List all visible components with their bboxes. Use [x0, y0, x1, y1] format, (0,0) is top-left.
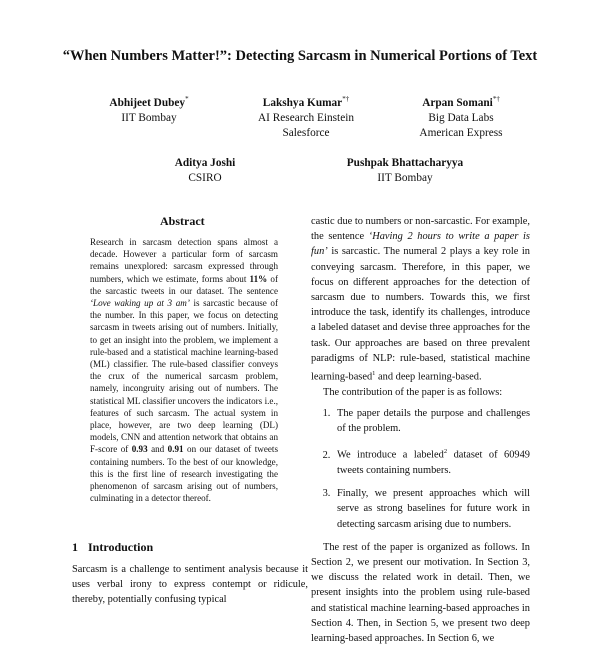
paragraph: castic due to numbers or non-sarcastic. For example, the sentence ‘Having 2 hours to write a paper is fun’ is sarcastic. The numeral 2 plays a key role in conveying sarcasm. Therefore, in this paper, we focus on different approaches for the detection of sarcasm due to numbers. Towards this, we first introduce the task, identify its challenges, introduce a labeled dataset and devise three approaches for the task. Our approaches are based on three prevalent paradigms of NLP: rule-based, statistical machine learning-based$^1$ and deep learning-based.: [311, 216, 530, 383]
author-affiliation: Big Data Labs: [428, 111, 494, 124]
author-affiliation: AI Research Einstein: [258, 111, 354, 124]
author-affiliation: American Express: [419, 126, 503, 139]
right-column: [311, 214, 530, 646]
author-name: Abhijeet Dubey*: [109, 95, 189, 109]
paragraph: The contribution of the paper is as follows:: [323, 386, 503, 398]
author-block: [90, 92, 208, 126]
abstract-body: Research in sarcasm detection spans almost a decade. However a particular form of sarcasm remains unexplored: sarcasm expressed through numbers, which we estimate, forms about 11% of the sarcastic tweets in our dataset. The sentence ‘Love waking up at 3 am’ is sarcastic because of the number. In this paper, we focus on detecting sarcasm in tweets arising out of numbers. Initially, to get an insight into the problem, we implement a rule-based and a statistical machine learning-based (ML) classifier. The rule-based classifier conveys the crux of the numerical sarcasm problem, namely, incongruity arising out of numbers. The statistical ML classifier uncovers the indicators i.e., features of such sarcasm. The actual system in place, however, are two deep learning (DL) models, CNN and attention network that obtains an F-score of 0.93 and 0.91 on our dataset of tweets containing numbers. To the best of our knowledge, this is the first line of research investigating the phenomenon of sarcasm arising out of numbers, culminating in a detector thereof.: [90, 237, 279, 504]
author-name: Lakshya Kumar*†: [262, 95, 350, 109]
author-affiliation: IIT Bombay: [377, 172, 433, 184]
paragraph: The rest of the paper is organized as follows. In Section 2, we present our motivation. In Section 3, we discuss the related work in detail. Then, we present insights into the problem using rule-based and statistical machine learning-based approaches in Section 4. Then, in Section 5, we present two deep learning-based approaches. In Section 6, we: [311, 541, 530, 645]
author-block: [150, 156, 260, 186]
author-block: [396, 92, 526, 141]
intro-paragraph: Sarcasm is a challenge to sentiment analysis because it uses verbal irony to express contempt or ridicule, thereby, potentially confusing typical: [72, 564, 308, 606]
list-item: 2. We introduce a labeled$^2$ dataset of 60949 tweets containing numbers.: [333, 444, 530, 478]
author-block: [330, 156, 480, 186]
section-heading: 1 Introduction: [72, 540, 154, 554]
author-block: [236, 92, 376, 141]
author-name: Aditya Joshi: [174, 157, 236, 169]
author-name: Pushpak Bhattacharyya: [346, 157, 464, 169]
abstract-heading: Abstract: [160, 214, 205, 228]
author-affiliation: Salesforce: [282, 126, 330, 139]
paper-title: “When Numbers Matter!”: Detecting Sarcasm in Numerical Portions of Text: [62, 48, 538, 64]
author-affiliation: CSIRO: [188, 172, 222, 184]
list-item: 1. The paper details the purpose and challenges of the problem.: [333, 406, 530, 436]
author-name: Arpan Somani*†: [422, 95, 500, 109]
author-affiliation: IIT Bombay: [121, 111, 177, 124]
list-item: 3. Finally, we present approaches which will serve as strong baselines for future work in detecting sarcasm arising due to numbers.: [333, 486, 530, 532]
contribution-list: [311, 406, 530, 532]
